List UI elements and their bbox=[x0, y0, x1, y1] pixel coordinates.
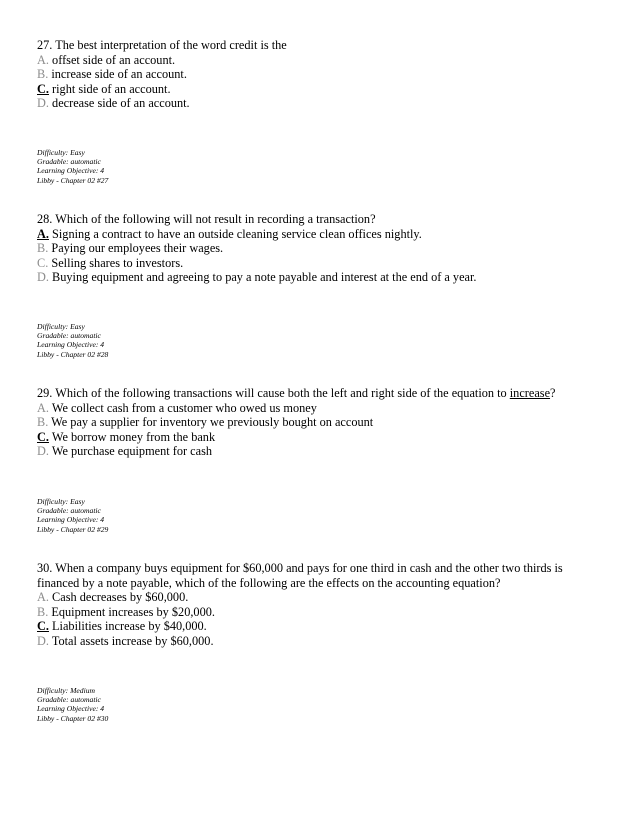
option-d bbox=[37, 444, 607, 459]
correct-option-letter: C. bbox=[37, 429, 49, 444]
option-text: Equipment increases by $20,000. bbox=[51, 604, 215, 619]
source-reference: Libby - Chapter 02 #29 bbox=[37, 524, 109, 534]
option-text: We purchase equipment for cash bbox=[51, 444, 212, 458]
option-d bbox=[37, 270, 607, 285]
gradable: Gradable: automatic bbox=[37, 695, 101, 705]
source-reference: Libby - Chapter 02 #27 bbox=[37, 175, 109, 185]
source-reference: Libby - Chapter 02 #28 bbox=[37, 349, 109, 359]
question-stem-line-1: 30. When a company buys equipment for $60,000 and pays for one third in cash and the other two thirds is bbox=[37, 561, 563, 575]
question-metadata bbox=[37, 148, 108, 185]
option-c bbox=[37, 82, 607, 97]
question-stem bbox=[37, 386, 607, 401]
question-28 bbox=[37, 212, 607, 285]
option-a bbox=[37, 590, 607, 605]
option-text: right side of an account. bbox=[52, 81, 171, 96]
difficulty: Difficulty: Easy bbox=[37, 148, 85, 157]
option-letter: B. bbox=[37, 67, 49, 81]
option-text: We borrow money from the bank bbox=[51, 429, 216, 444]
option-letter: B. bbox=[37, 241, 49, 255]
gradable: Gradable: automatic bbox=[37, 506, 101, 516]
option-letter: B. bbox=[37, 415, 49, 429]
option-a bbox=[37, 401, 607, 416]
option-text: Buying equipment and agreeing to pay a note payable and interest at the end of a year. bbox=[52, 270, 477, 284]
option-text: offset side of an account. bbox=[52, 52, 176, 67]
gradable: Gradable: automatic bbox=[37, 331, 101, 341]
option-letter: D. bbox=[37, 96, 49, 110]
option-c bbox=[37, 619, 607, 634]
learning-objective: Learning Objective: 4 bbox=[37, 704, 105, 714]
option-letter: B. bbox=[37, 604, 49, 619]
question-30 bbox=[37, 561, 607, 648]
stem-text-end: ? bbox=[550, 386, 556, 400]
stem-emphasis: increase bbox=[509, 386, 551, 400]
option-text: Selling shares to investors. bbox=[51, 255, 184, 270]
option-text: We collect cash from a customer who owed us money bbox=[51, 400, 317, 415]
option-text: Paying our employees their wages. bbox=[51, 241, 224, 255]
question-stem-line-2: financed by a note payable, which of the following are the effects on the accounting equation? bbox=[37, 575, 501, 590]
question-metadata bbox=[37, 322, 108, 359]
correct-option-letter: C. bbox=[37, 81, 49, 96]
learning-objective: Learning Objective: 4 bbox=[37, 340, 105, 350]
question-27 bbox=[37, 38, 607, 111]
option-letter: D. bbox=[37, 633, 49, 648]
option-text: Cash decreases by $60,000. bbox=[52, 590, 189, 604]
question-metadata bbox=[37, 686, 108, 723]
option-letter: A. bbox=[37, 52, 49, 67]
option-text: We pay a supplier for inventory we previously bought on account bbox=[51, 415, 374, 429]
option-d bbox=[37, 634, 607, 649]
option-text: Liabilities increase by $40,000. bbox=[52, 619, 207, 633]
correct-option-letter: C. bbox=[37, 619, 49, 633]
option-b bbox=[37, 605, 607, 620]
learning-objective: Learning Objective: 4 bbox=[37, 515, 105, 525]
option-text: Total assets increase by $60,000. bbox=[51, 633, 214, 648]
option-letter: A. bbox=[37, 400, 49, 415]
option-b bbox=[37, 241, 607, 256]
option-b bbox=[37, 415, 607, 430]
correct-option-letter: A. bbox=[37, 226, 49, 241]
option-letter: C. bbox=[37, 255, 49, 270]
question-stem: 27. The best interpretation of the word credit is the bbox=[37, 38, 287, 52]
option-a bbox=[37, 53, 607, 68]
option-text: decrease side of an account. bbox=[52, 96, 190, 110]
question-29 bbox=[37, 386, 607, 459]
learning-objective: Learning Objective: 4 bbox=[37, 166, 105, 176]
question-stem: 28. Which of the following will not result in recording a transaction? bbox=[37, 212, 376, 226]
option-text: Signing a contract to have an outside cleaning service clean offices nightly. bbox=[52, 226, 422, 241]
option-b bbox=[37, 67, 607, 82]
option-c bbox=[37, 430, 607, 445]
option-c bbox=[37, 256, 607, 271]
option-letter: D. bbox=[37, 270, 49, 284]
option-d bbox=[37, 96, 607, 111]
difficulty: Difficulty: Medium bbox=[37, 686, 95, 695]
difficulty: Difficulty: Easy bbox=[37, 497, 85, 506]
option-text: increase side of an account. bbox=[51, 67, 187, 81]
source-reference: Libby - Chapter 02 #30 bbox=[37, 713, 109, 723]
option-letter: A. bbox=[37, 590, 49, 604]
question-metadata bbox=[37, 497, 108, 534]
difficulty: Difficulty: Easy bbox=[37, 322, 85, 331]
stem-text: 29. Which of the following transactions will cause both the left and right side of the equation to bbox=[37, 386, 510, 400]
option-a bbox=[37, 227, 607, 242]
option-letter: D. bbox=[37, 444, 49, 458]
gradable: Gradable: automatic bbox=[37, 157, 101, 167]
